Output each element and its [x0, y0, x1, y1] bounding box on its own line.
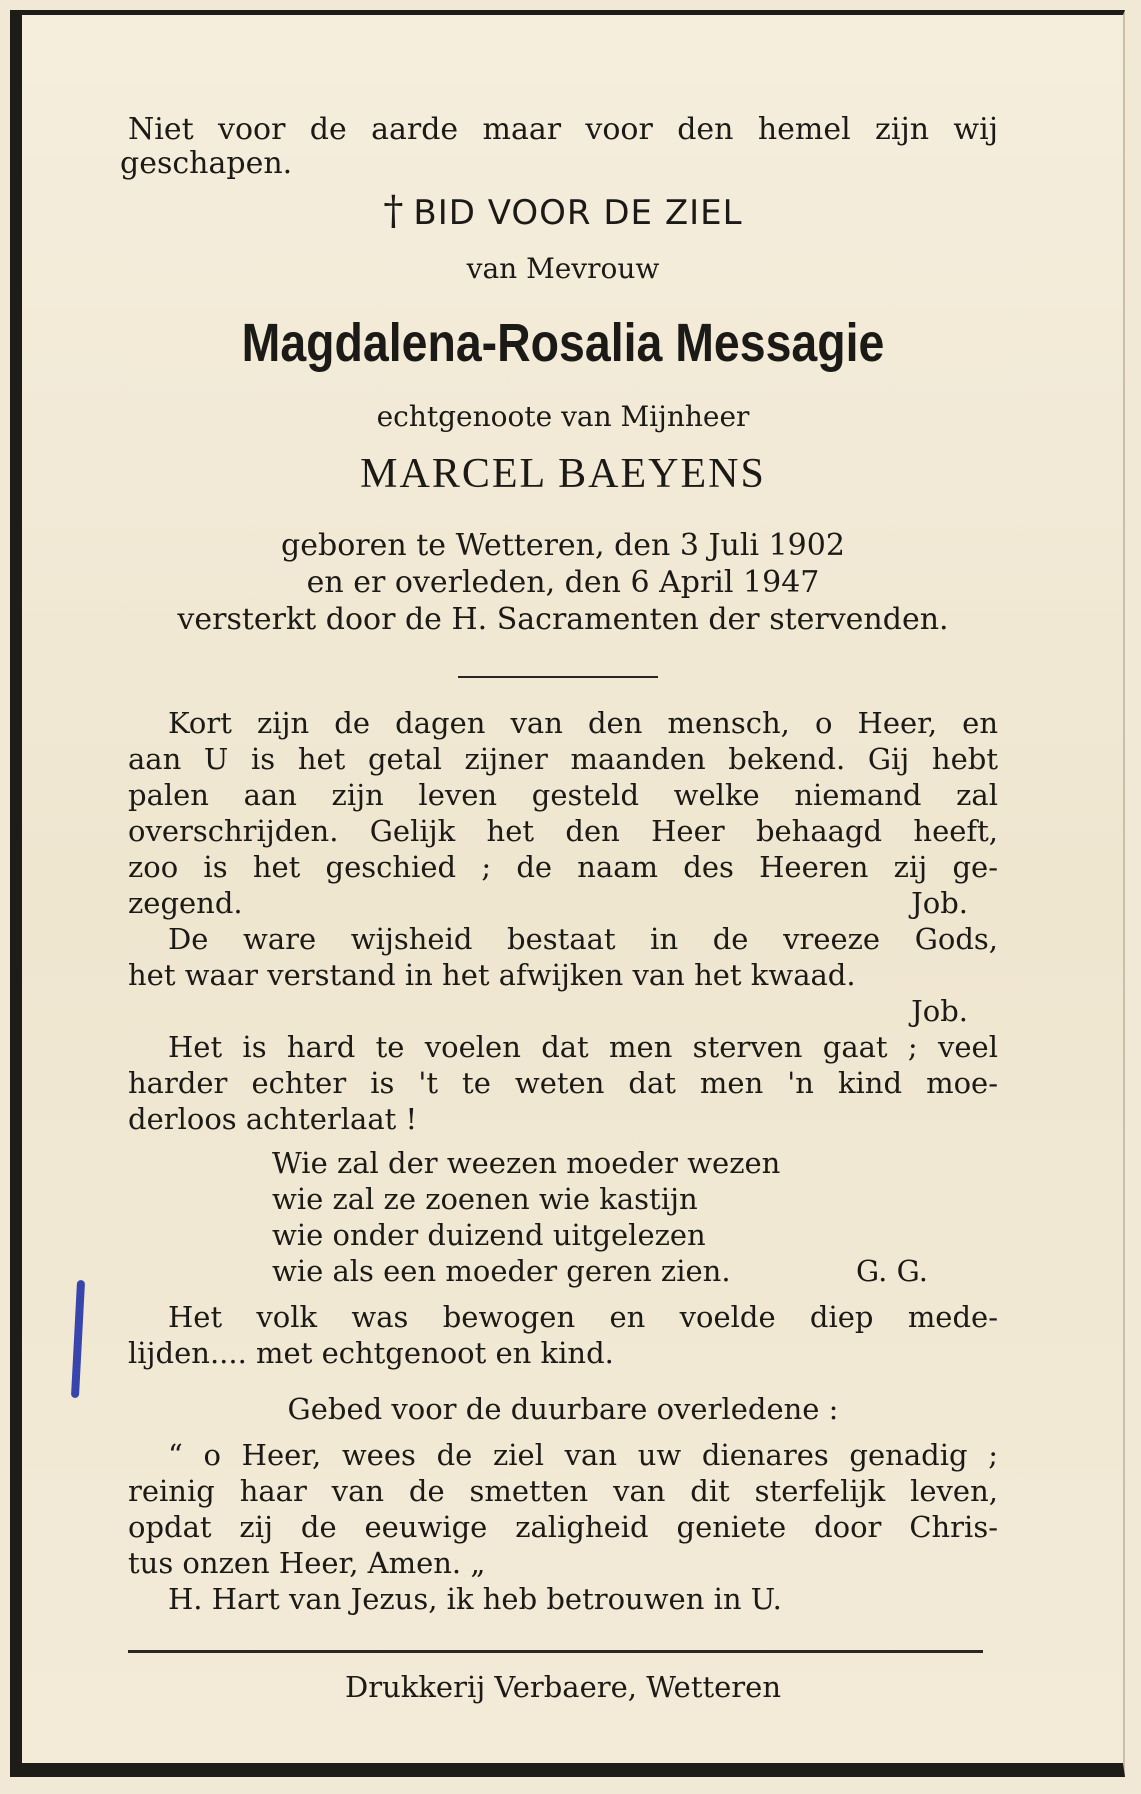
prayer-line: tus onzen Heer, Amen. „ [128, 1546, 486, 1580]
printer-credit: Drukkerij Verbaere, Wetteren [344, 1670, 781, 1704]
poem-line: Wie zal der weezen moeder wezen [272, 1146, 781, 1180]
job-passage-line: zoo is het geschied ; de naam des Heeren zij ge- [128, 850, 998, 884]
death-line: en er overleden, den 6 April 1947 [306, 565, 820, 600]
prayer-line: reinig haar van de smetten van dit sterfelijk leven, [128, 1474, 998, 1508]
poem-line: wie zal ze zoenen wie kastijn [272, 1182, 698, 1216]
job-passage-line: palen aan zijn leven gesteld welke niemand zal [128, 778, 998, 812]
volk-passage-line: Het volk was bewogen en voelde diep mede- [168, 1300, 998, 1334]
wisdom-line: het waar verstand in het afwijken van het kwaad. [128, 958, 856, 992]
sacraments-line: versterkt door de H. Sacramenten der stervenden. [177, 602, 949, 637]
job-reference: Job. [911, 886, 968, 920]
job-passage-line: aan U is het getal zijner maanden bekend. Gij hebt [128, 742, 998, 776]
hard-passage-line: derloos achterlaat ! [128, 1102, 418, 1136]
volk-passage-line: lijden.... met echtgenoot en kind. [128, 1336, 614, 1370]
deceased-name: Magdalena-Rosalia Messagie [241, 313, 885, 373]
van-mevrouw: van Mevrouw [466, 252, 660, 285]
poem-line: wie onder duizend uitgelezen [272, 1218, 706, 1252]
hard-passage-line: harder echter is 't te weten dat men 'n kind moe- [128, 1066, 998, 1100]
opening-line: geschapen. [120, 146, 293, 181]
job-passage-line: zegend. [128, 886, 243, 920]
spouse-name: MARCEL BAEYENS [360, 451, 766, 497]
job-passage-line: overschrijden. Gelijk het den Heer behaagd heeft, [128, 814, 998, 848]
cross-icon: † [383, 188, 404, 234]
prayer-line: “ o Heer, wees de ziel van uw dienares genadig ; [168, 1438, 998, 1472]
divider-short [458, 676, 658, 678]
hard-passage-line: Het is hard te voelen dat men sterven gaat ; veel [168, 1030, 998, 1064]
opening-line: Niet voor de aarde maar voor den hemel zijn wij [128, 112, 998, 147]
spouse-intro: echtgenoote van Mijnheer [376, 400, 750, 433]
prayer-request-heading [128, 188, 998, 234]
bid-voor-de-ziel: BID VOOR DE ZIEL [413, 193, 743, 233]
wisdom-line: De ware wijsheid bestaat in de vreeze Gods, [168, 922, 998, 956]
divider-long [128, 1650, 983, 1653]
birth-line: geboren te Wetteren, den 3 Juli 1902 [281, 528, 845, 563]
prayer-heading: Gebed voor de duurbare overledene : [287, 1392, 839, 1426]
poem-line: wie als een moeder geren zien. [272, 1254, 731, 1288]
job-reference: Job. [911, 994, 968, 1028]
job-passage-line: Kort zijn de dagen van den mensch, o Heer, en [168, 706, 998, 740]
prayer-line: H. Hart van Jezus, ik heb betrouwen in U. [168, 1582, 782, 1616]
prayer-line: opdat zij de eeuwige zaligheid geniete door Chris- [128, 1510, 998, 1544]
poem-author: G. G. [856, 1254, 928, 1288]
